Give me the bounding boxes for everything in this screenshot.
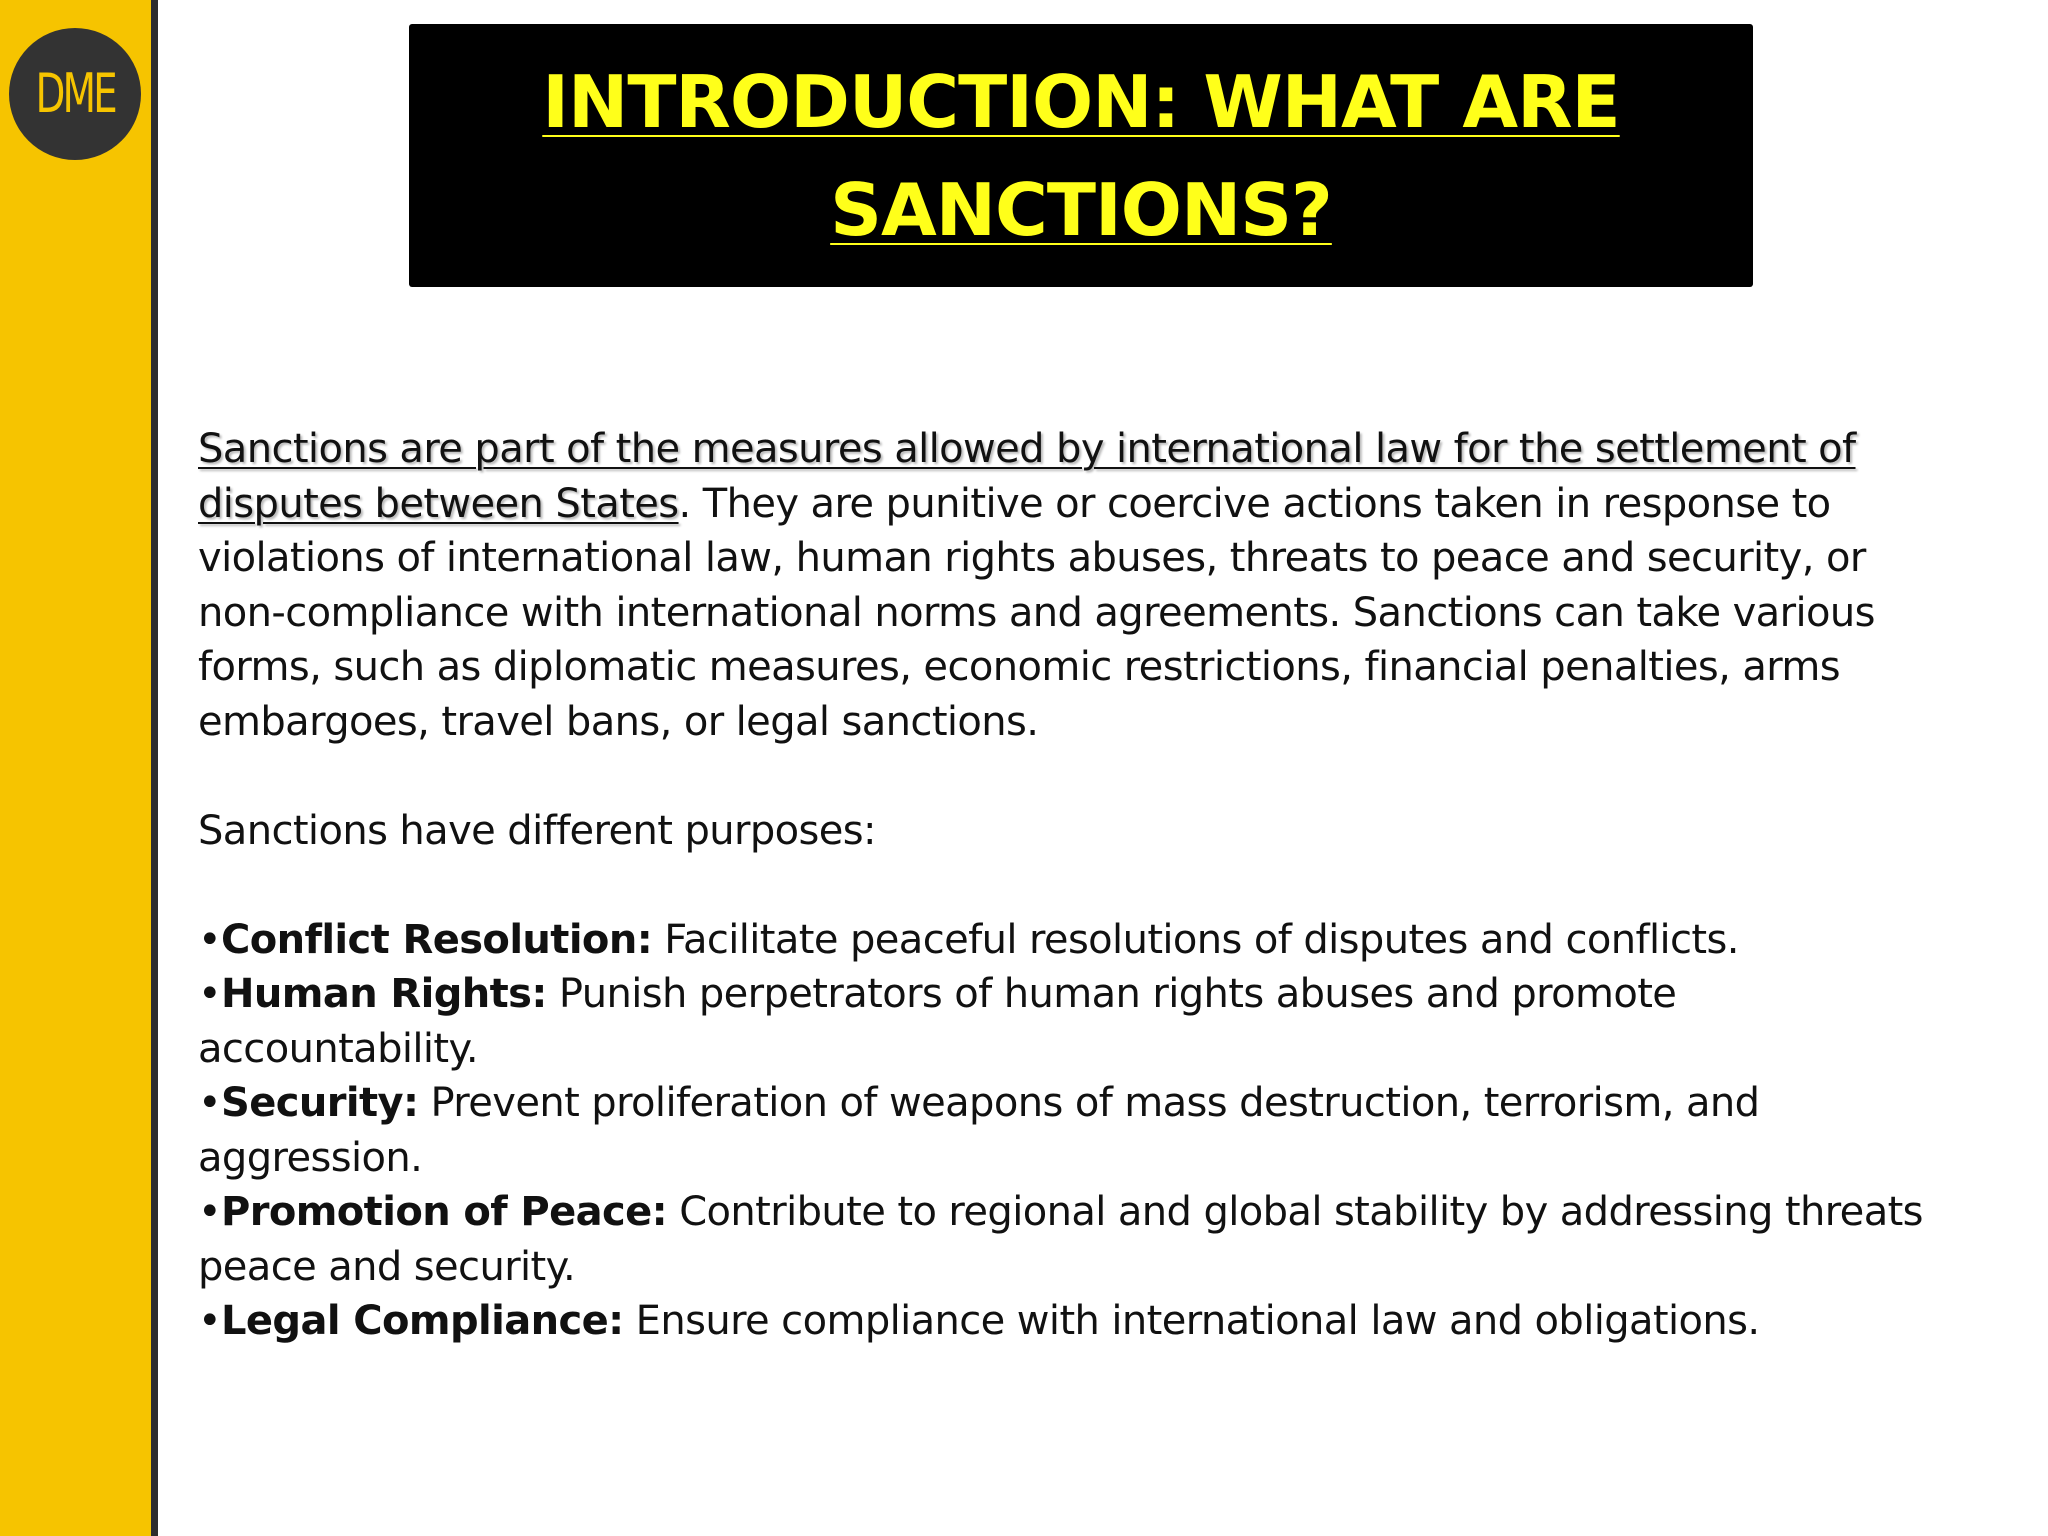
purpose-label: Conflict Resolution: — [221, 916, 653, 963]
purpose-text: Prevent proliferation of weapons of mass destruction, terrorism, and aggression. — [198, 1080, 1760, 1181]
bullet-symbol: • — [198, 971, 221, 1017]
logo-text: DME — [35, 62, 115, 125]
purpose-item-conflict-resolution — [198, 913, 1948, 968]
title-banner — [409, 24, 1753, 287]
purpose-label: Legal Compliance: — [221, 1298, 624, 1344]
purpose-text: Ensure compliance with international law and obligations. — [623, 1298, 1760, 1344]
intro-underlined-definition: Sanctions are part of the measures allowed by international law for the settlement of disputes between States — [198, 426, 1856, 527]
intro-paragraph — [198, 422, 1948, 749]
purpose-label: Human Rights: — [221, 971, 547, 1017]
purpose-label: Security: — [221, 1080, 419, 1126]
purpose-item-human-rights — [198, 967, 1948, 1076]
list-spacer — [198, 858, 1948, 913]
bullet-symbol: • — [198, 1080, 221, 1126]
intro-paragraph-text: . They are punitive or coercive actions taken in response to violations of international law, human rights abuses, threats to peace and security, or non-compliance with international norms and agreements. Sanctions can take various forms, such as diplomatic measures, economic restrictions, financial penalties, arms embargoes, travel bans, or legal sanctions. — [198, 480, 1875, 745]
purpose-text: Punish perpetrators of human rights abuses and promote accountability. — [198, 971, 1677, 1072]
dme-logo — [9, 28, 141, 160]
bullet-symbol: • — [198, 1298, 221, 1344]
purpose-label: Promotion of Peace: — [221, 1189, 668, 1235]
yellow-side-bar — [0, 0, 158, 1536]
slide-body — [198, 422, 1948, 1349]
purpose-item-legal-compliance — [198, 1294, 1948, 1349]
purpose-item-security — [198, 1076, 1948, 1185]
paragraph-spacer — [198, 749, 1948, 804]
purpose-text: Contribute to regional and global stability by addressing threats peace and security. — [198, 1189, 1923, 1290]
purposes-heading: Sanctions have different purposes: — [198, 807, 876, 854]
purpose-text: Facilitate peaceful resolutions of disputes and conflicts. — [652, 916, 1739, 963]
slide-title: INTRODUCTION: WHAT ARE SANCTIONS? — [542, 59, 1620, 252]
bullet-symbol: • — [198, 1189, 221, 1235]
bullet-symbol: • — [198, 916, 221, 963]
purpose-item-promotion-of-peace — [198, 1185, 1948, 1294]
